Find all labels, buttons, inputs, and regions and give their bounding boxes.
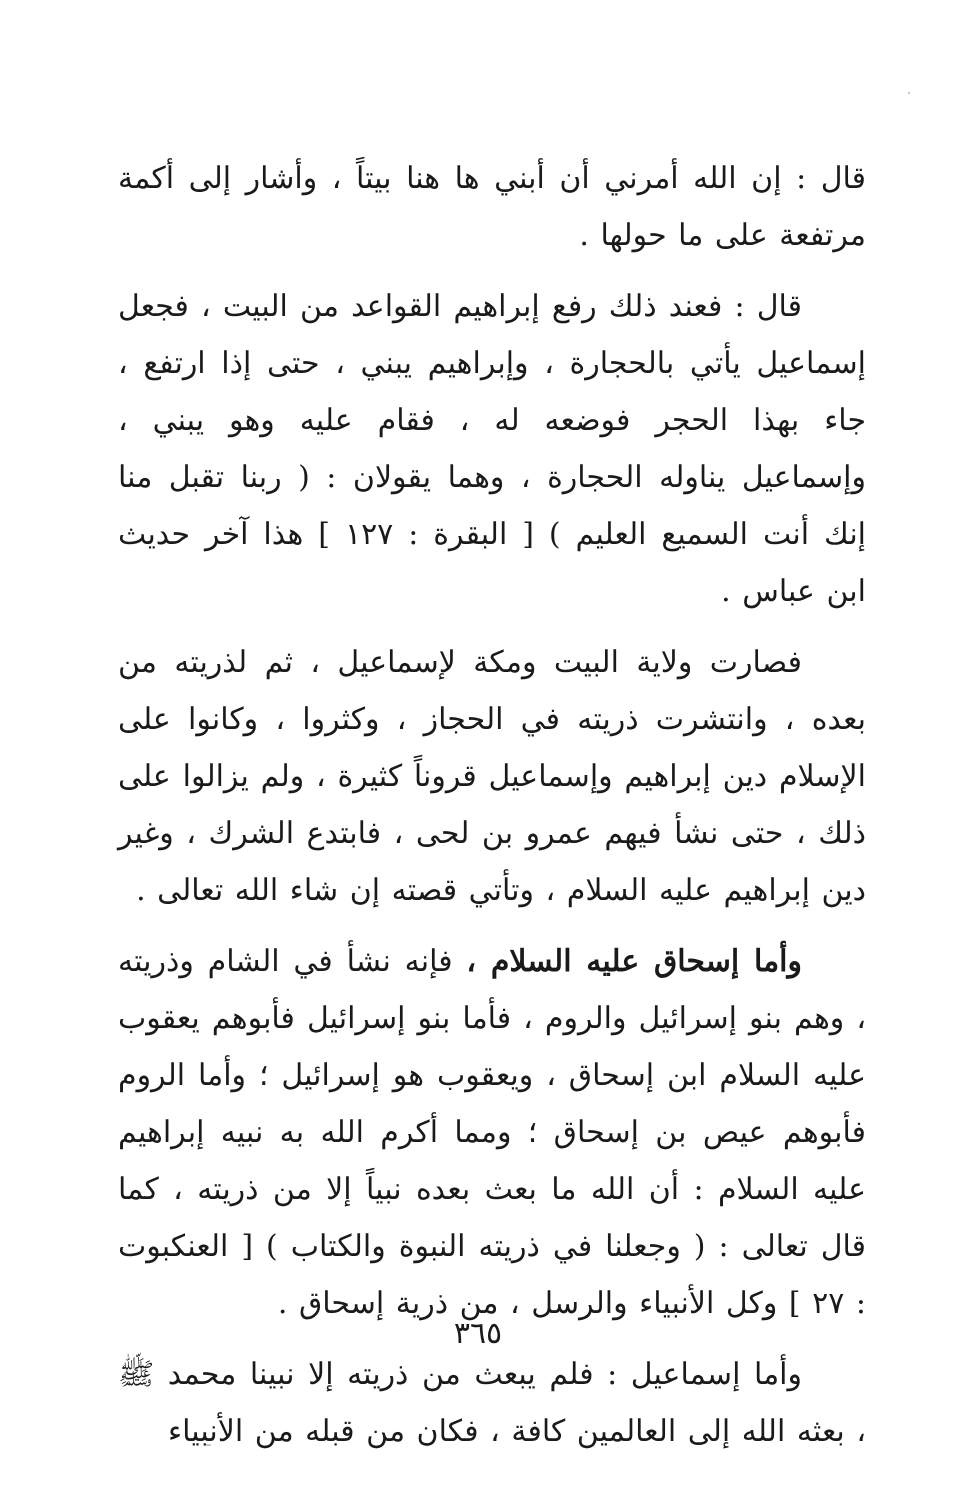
scan-speck [908,92,910,94]
page-body [118,150,866,1474]
paragraph-2 [118,278,866,620]
paragraph-1 [118,150,866,264]
paragraph-text: فصارت ولاية البيت ومكة لإسماعيل ، ثم لذريته من بعده ، وانتشرت ذريته في الحجاز ، وكثروا ، وكانوا على الإسلام دين إبراهيم وإسماعيل قروناً كثيرة ، ولم يزالوا على ذلك ، حتى نشأ فيهم عمرو بن لحى ، فابتدع الشرك ، وغير دين إبراهيم عليه السلام ، وتأتي قصته إن شاء الله تعالى . [118,645,866,908]
paragraph-text: وأما إسماعيل : فلم يبعث من ذريته إلا نبينا محمد ﷺ ، بعثه الله إلى العالمين كافة ، فكان من قبله من الأنبياء [118,1357,866,1449]
paragraph-text: قال : إن الله أمرني أن أبني ها هنا بيتاً ، وأشار إلى أكمة مرتفعة على ما حولها . [118,161,866,253]
paragraph-lead: وأما إسحاق عليه السلام ، [466,944,802,979]
paragraph-5 [118,1346,866,1460]
paragraph-text: قال : فعند ذلك رفع إبراهيم القواعد من البيت ، فجعل إسماعيل يأتي بالحجارة ، وإبراهيم يبني ، حتى إذا ارتفع ، جاء بهذا الحجر فوضعه له ، فقام عليه وهو يبني ، وإسماعيل يناوله الحجارة ، وهما يقولان : ( ربنا تقبل منا إنك أنت السميع العليم ) [ البقرة : ١٢٧ ] هذا آخر حديث ابن عباس . [118,289,866,609]
paragraph-text: فإنه نشأ في الشام وذريته ، وهم بنو إسرائيل والروم ، فأما بنو إسرائيل فأبوهم يعقوب عليه السلام ابن إسحاق ، ويعقوب هو إسرائيل ؛ وأما الروم فأبوهم عيص بن إسحاق ؛ ومما أكرم الله به نبيه إبراهيم عليه السلام : أن الله ما بعث بعده نبياً إلا من ذريته ، كما قال تعالى : ( وجعلنا في ذريته النبوة والكتاب ) [ العنكبوت : ٢٧ ] وكل الأنبياء والرسل ، من ذرية إسحاق . [118,944,866,1321]
paragraph-4 [118,933,866,1332]
page-number: ٣٦٥ [453,1316,503,1351]
paragraph-3 [118,634,866,919]
